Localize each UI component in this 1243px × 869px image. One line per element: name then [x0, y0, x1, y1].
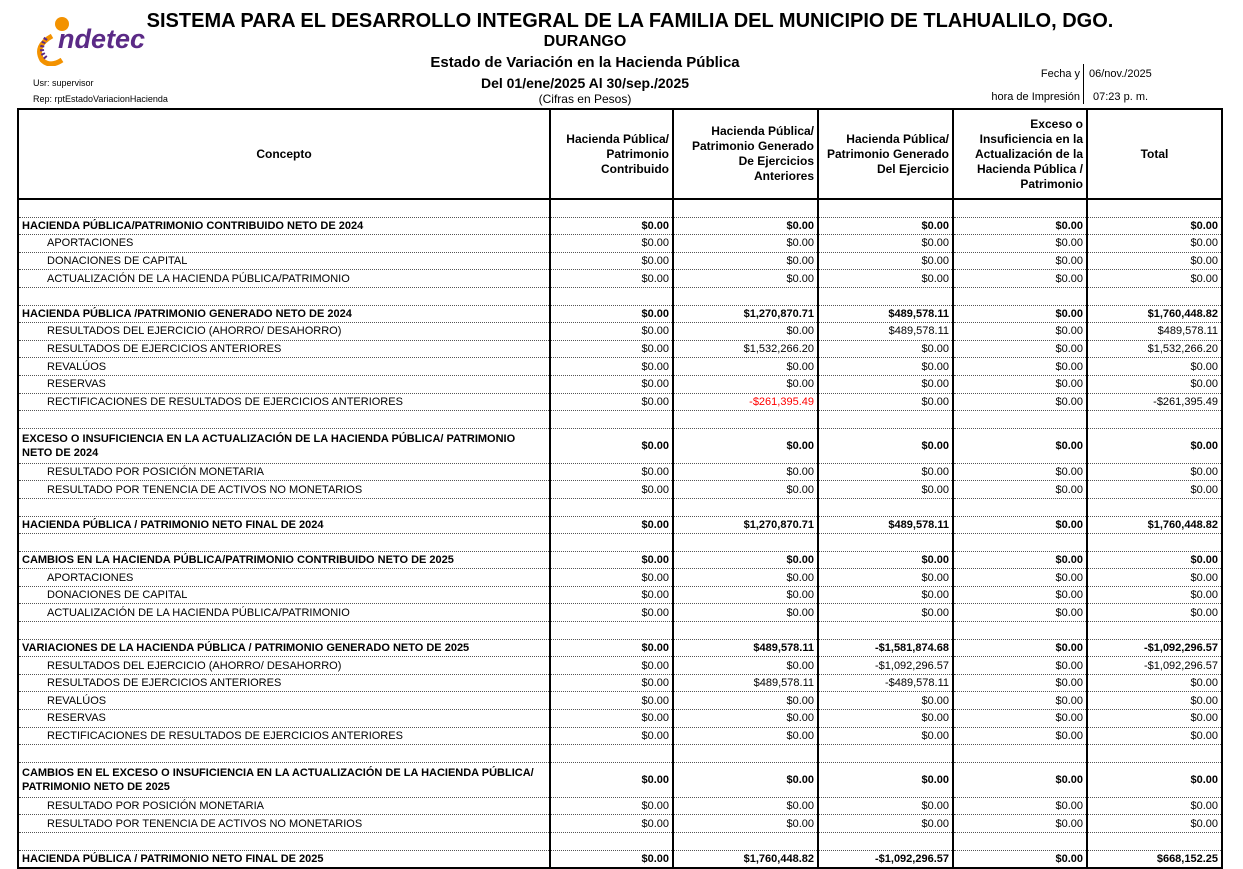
amount-cell: [953, 498, 1087, 516]
amount-cell: -$261,395.49: [673, 393, 818, 411]
section-total-row: [18, 639, 1222, 657]
amount-cell: [673, 622, 818, 640]
report-period: Del 01/ene/2025 Al 30/sep./2025: [480, 75, 690, 91]
user-label: Usr: supervisor: [33, 78, 94, 88]
table-row: [18, 340, 1222, 358]
amount-cell: -$489,578.11: [818, 674, 953, 692]
amount-cell: $0.00: [1087, 481, 1222, 499]
amount-cell: [953, 833, 1087, 851]
table-row: [18, 815, 1222, 833]
amount-cell: [818, 199, 953, 217]
amount-cell: $0.00: [550, 797, 673, 815]
column-header-ejercicios-anteriores: Hacienda Pública/ Patrimonio Generado De Ejercicios Anteriores: [673, 109, 818, 199]
print-time-label: hora de Impresión: [991, 91, 1080, 103]
spacer-row: [18, 534, 1222, 552]
spacer-row: [18, 287, 1222, 305]
amount-cell: $0.00: [1087, 674, 1222, 692]
table-row: [18, 270, 1222, 288]
concept-cell: [18, 622, 550, 640]
hacienda-variation-table: [17, 108, 1223, 869]
amount-cell: $0.00: [818, 270, 953, 288]
concept-cell: APORTACIONES: [18, 569, 550, 587]
amount-cell: $0.00: [818, 217, 953, 235]
section-total-row: [18, 850, 1222, 868]
table-row: [18, 481, 1222, 499]
amount-cell: $0.00: [550, 358, 673, 376]
amount-cell: $0.00: [673, 657, 818, 675]
amount-cell: $0.00: [673, 323, 818, 341]
concept-cell: [18, 534, 550, 552]
amount-cell: [953, 287, 1087, 305]
report-name: Estado de Variación en la Hacienda Pública: [430, 54, 740, 71]
amount-cell: $0.00: [673, 604, 818, 622]
concept-cell: RESULTADO POR POSICIÓN MONETARIA: [18, 797, 550, 815]
amount-cell: $0.00: [673, 586, 818, 604]
amount-cell: $0.00: [673, 569, 818, 587]
amount-cell: $0.00: [673, 762, 818, 797]
amount-cell: $0.00: [673, 481, 818, 499]
column-header-contribuido: Hacienda Pública/ Patrimonio Contribuido: [550, 109, 673, 199]
amount-cell: $0.00: [1087, 569, 1222, 587]
amount-cell: [953, 199, 1087, 217]
amount-cell: [673, 534, 818, 552]
amount-cell: $0.00: [673, 358, 818, 376]
amount-cell: $0.00: [673, 797, 818, 815]
amount-cell: $0.00: [550, 604, 673, 622]
column-header-total: Total: [1087, 109, 1222, 199]
amount-cell: $0.00: [953, 375, 1087, 393]
amount-cell: $0.00: [953, 569, 1087, 587]
amount-cell: [673, 745, 818, 763]
amount-cell: [818, 411, 953, 429]
concept-cell: [18, 745, 550, 763]
amount-cell: $0.00: [818, 393, 953, 411]
concept-cell: RESULTADOS DE EJERCICIOS ANTERIORES: [18, 340, 550, 358]
amount-cell: [818, 534, 953, 552]
amount-cell: $489,578.11: [673, 639, 818, 657]
amount-cell: $0.00: [953, 674, 1087, 692]
amount-cell: $0.00: [818, 235, 953, 253]
amount-cell: $0.00: [550, 551, 673, 569]
concept-cell: HACIENDA PÚBLICA / PATRIMONIO NETO FINAL DE 2024: [18, 516, 550, 534]
amount-cell: [953, 411, 1087, 429]
section-total-row: [18, 762, 1222, 797]
amount-cell: -$1,092,296.57: [1087, 639, 1222, 657]
table-row: [18, 358, 1222, 376]
amount-cell: $0.00: [1087, 710, 1222, 728]
column-header-exceso-insuficiencia: Exceso o Insuficiencia en la Actualización de la Hacienda Pública / Patrimonio: [953, 109, 1087, 199]
amount-cell: [550, 745, 673, 763]
amount-cell: [953, 745, 1087, 763]
amount-cell: $0.00: [673, 270, 818, 288]
amount-cell: $0.00: [550, 639, 673, 657]
amount-cell: $0.00: [673, 692, 818, 710]
concept-cell: RESULTADOS DEL EJERCICIO (AHORRO/ DESAHORRO): [18, 657, 550, 675]
amount-cell: $0.00: [953, 551, 1087, 569]
concept-cell: ACTUALIZACIÓN DE LA HACIENDA PÚBLICA/PATRIMONIO: [18, 604, 550, 622]
amount-cell: [1087, 411, 1222, 429]
amount-cell: $1,760,448.82: [1087, 305, 1222, 323]
amount-cell: $0.00: [818, 428, 953, 463]
amount-cell: $0.00: [1087, 375, 1222, 393]
concept-cell: APORTACIONES: [18, 235, 550, 253]
column-header-concepto: Concepto: [18, 109, 550, 199]
table-row: [18, 797, 1222, 815]
amount-cell: $489,578.11: [818, 305, 953, 323]
amount-cell: [550, 534, 673, 552]
amount-cell: $0.00: [1087, 270, 1222, 288]
amount-cell: $0.00: [953, 270, 1087, 288]
amount-cell: $0.00: [953, 586, 1087, 604]
amount-cell: $0.00: [550, 463, 673, 481]
amount-cell: $489,578.11: [818, 516, 953, 534]
amount-cell: $0.00: [550, 674, 673, 692]
amount-cell: $0.00: [1087, 428, 1222, 463]
concept-cell: DONACIONES DE CAPITAL: [18, 252, 550, 270]
concept-cell: RESULTADOS DE EJERCICIOS ANTERIORES: [18, 674, 550, 692]
amount-cell: $1,532,266.20: [673, 340, 818, 358]
section-total-row: [18, 217, 1222, 235]
concept-cell: DONACIONES DE CAPITAL: [18, 586, 550, 604]
section-total-row: [18, 516, 1222, 534]
amount-cell: [1087, 287, 1222, 305]
amount-cell: $0.00: [1087, 358, 1222, 376]
amount-cell: [818, 498, 953, 516]
amount-cell: $0.00: [953, 323, 1087, 341]
amount-cell: $0.00: [673, 235, 818, 253]
table-row: [18, 463, 1222, 481]
amount-cell: $0.00: [818, 815, 953, 833]
amount-cell: [1087, 833, 1222, 851]
amount-cell: $1,532,266.20: [1087, 340, 1222, 358]
amount-cell: $1,760,448.82: [1087, 516, 1222, 534]
amount-cell: $0.00: [953, 692, 1087, 710]
amount-cell: $0.00: [550, 850, 673, 868]
amount-cell: $0.00: [953, 252, 1087, 270]
amount-cell: $0.00: [550, 481, 673, 499]
amount-cell: -$1,092,296.57: [818, 850, 953, 868]
amount-cell: $0.00: [953, 463, 1087, 481]
table-row: [18, 323, 1222, 341]
concept-cell: RESERVAS: [18, 710, 550, 728]
amount-cell: [1087, 498, 1222, 516]
report-id-label: Rep: rptEstadoVariacionHacienda: [33, 94, 168, 104]
amount-cell: $0.00: [673, 463, 818, 481]
amount-cell: [550, 498, 673, 516]
spacer-row: [18, 833, 1222, 851]
amount-cell: $0.00: [818, 340, 953, 358]
concept-cell: [18, 287, 550, 305]
amount-cell: $0.00: [953, 358, 1087, 376]
amount-cell: $0.00: [818, 710, 953, 728]
print-date-value: 06/nov./2025: [1089, 68, 1152, 80]
amount-cell: $0.00: [953, 710, 1087, 728]
report-units: (Cifras en Pesos): [538, 92, 632, 106]
amount-cell: $0.00: [818, 375, 953, 393]
amount-cell: $0.00: [818, 252, 953, 270]
table-row: [18, 604, 1222, 622]
amount-cell: $0.00: [953, 797, 1087, 815]
amount-cell: $0.00: [1087, 551, 1222, 569]
spacer-row: [18, 498, 1222, 516]
amount-cell: $0.00: [550, 657, 673, 675]
amount-cell: $0.00: [673, 815, 818, 833]
amount-cell: $0.00: [818, 604, 953, 622]
amount-cell: $1,760,448.82: [673, 850, 818, 868]
section-total-row: [18, 305, 1222, 323]
amount-cell: $0.00: [953, 481, 1087, 499]
amount-cell: $0.00: [550, 710, 673, 728]
table-row: [18, 586, 1222, 604]
amount-cell: $1,270,870.71: [673, 516, 818, 534]
amount-cell: $0.00: [818, 762, 953, 797]
amount-cell: $0.00: [1087, 604, 1222, 622]
amount-cell: $0.00: [953, 516, 1087, 534]
amount-cell: [673, 287, 818, 305]
state-subtitle: DURANGO: [543, 33, 627, 50]
amount-cell: [673, 411, 818, 429]
amount-cell: $0.00: [550, 762, 673, 797]
concept-cell: HACIENDA PÚBLICA/PATRIMONIO CONTRIBUIDO NETO DE 2024: [18, 217, 550, 235]
amount-cell: $0.00: [953, 393, 1087, 411]
amount-cell: $0.00: [550, 270, 673, 288]
amount-cell: [1087, 622, 1222, 640]
amount-cell: $0.00: [953, 639, 1087, 657]
amount-cell: $0.00: [1087, 586, 1222, 604]
amount-cell: $0.00: [1087, 797, 1222, 815]
concept-cell: REVALÚOS: [18, 358, 550, 376]
amount-cell: $0.00: [953, 762, 1087, 797]
amount-cell: $489,578.11: [1087, 323, 1222, 341]
table-header-row: [18, 109, 1222, 199]
table-row: [18, 674, 1222, 692]
amount-cell: [953, 534, 1087, 552]
amount-cell: [673, 833, 818, 851]
amount-cell: $0.00: [550, 252, 673, 270]
amount-cell: [818, 833, 953, 851]
amount-cell: $0.00: [1087, 217, 1222, 235]
amount-cell: $0.00: [673, 217, 818, 235]
section-total-row: [18, 551, 1222, 569]
amount-cell: $0.00: [953, 235, 1087, 253]
amount-cell: $0.00: [673, 551, 818, 569]
table-row: [18, 235, 1222, 253]
table-row: [18, 657, 1222, 675]
amount-cell: [818, 745, 953, 763]
table-row: [18, 710, 1222, 728]
amount-cell: [673, 199, 818, 217]
concept-cell: [18, 199, 550, 217]
amount-cell: [1087, 534, 1222, 552]
amount-cell: $0.00: [1087, 762, 1222, 797]
concept-cell: HACIENDA PÚBLICA / PATRIMONIO NETO FINAL DE 2025: [18, 850, 550, 868]
concept-cell: RESULTADOS DEL EJERCICIO (AHORRO/ DESAHORRO): [18, 323, 550, 341]
amount-cell: $0.00: [953, 657, 1087, 675]
amount-cell: $0.00: [1087, 235, 1222, 253]
amount-cell: $0.00: [550, 516, 673, 534]
concept-cell: RESULTADO POR TENENCIA DE ACTIVOS NO MONETARIOS: [18, 815, 550, 833]
table-row: [18, 393, 1222, 411]
amount-cell: $0.00: [1087, 252, 1222, 270]
concept-cell: RECTIFICACIONES DE RESULTADOS DE EJERCICIOS ANTERIORES: [18, 727, 550, 745]
amount-cell: $0.00: [953, 604, 1087, 622]
amount-cell: $0.00: [550, 727, 673, 745]
concept-cell: VARIACIONES DE LA HACIENDA PÚBLICA / PATRIMONIO GENERADO NETO DE 2025: [18, 639, 550, 657]
table-row: [18, 727, 1222, 745]
amount-cell: $0.00: [673, 252, 818, 270]
amount-cell: $0.00: [953, 340, 1087, 358]
amount-cell: $0.00: [550, 323, 673, 341]
spacer-row: [18, 622, 1222, 640]
amount-cell: [1087, 199, 1222, 217]
amount-cell: $0.00: [673, 428, 818, 463]
table-row: [18, 252, 1222, 270]
amount-cell: [550, 622, 673, 640]
concept-cell: RECTIFICACIONES DE RESULTADOS DE EJERCICIOS ANTERIORES: [18, 393, 550, 411]
amount-cell: $0.00: [953, 428, 1087, 463]
amount-cell: -$261,395.49: [1087, 393, 1222, 411]
amount-cell: $0.00: [550, 815, 673, 833]
amount-cell: $0.00: [673, 727, 818, 745]
amount-cell: $0.00: [818, 569, 953, 587]
amount-cell: [550, 411, 673, 429]
concept-cell: RESULTADO POR TENENCIA DE ACTIVOS NO MONETARIOS: [18, 481, 550, 499]
svg-text:ndetec: ndetec: [58, 24, 146, 54]
concept-cell: [18, 498, 550, 516]
amount-cell: $0.00: [550, 375, 673, 393]
amount-cell: $489,578.11: [818, 323, 953, 341]
amount-cell: $0.00: [1087, 727, 1222, 745]
amount-cell: $0.00: [550, 305, 673, 323]
amount-cell: [818, 287, 953, 305]
amount-cell: $0.00: [818, 551, 953, 569]
amount-cell: $668,152.25: [1087, 850, 1222, 868]
concept-cell: CAMBIOS EN EL EXCESO O INSUFICIENCIA EN LA ACTUALIZACIÓN DE LA HACIENDA PÚBLICA/ PATRIMONIO NETO DE 2025: [18, 762, 550, 797]
print-date-label: Fecha y: [1040, 68, 1080, 80]
print-time-value: 07:23 p. m.: [1093, 91, 1149, 103]
amount-cell: -$1,092,296.57: [1087, 657, 1222, 675]
amount-cell: $0.00: [550, 428, 673, 463]
column-header-del-ejercicio: Hacienda Pública/ Patrimonio Generado Del Ejercicio: [818, 109, 953, 199]
concept-cell: REVALÚOS: [18, 692, 550, 710]
amount-cell: $0.00: [818, 586, 953, 604]
concept-cell: EXCESO O INSUFICIENCIA EN LA ACTUALIZACIÓN DE LA HACIENDA PÚBLICA/ PATRIMONIO NETO DE 2024: [18, 428, 550, 463]
amount-cell: $0.00: [550, 393, 673, 411]
amount-cell: $0.00: [818, 481, 953, 499]
spacer-row: [18, 745, 1222, 763]
concept-cell: RESULTADO POR POSICIÓN MONETARIA: [18, 463, 550, 481]
amount-cell: $0.00: [953, 815, 1087, 833]
table-row: [18, 375, 1222, 393]
concept-cell: RESERVAS: [18, 375, 550, 393]
concept-cell: [18, 411, 550, 429]
amount-cell: [818, 622, 953, 640]
amount-cell: $0.00: [1087, 463, 1222, 481]
concept-cell: [18, 833, 550, 851]
amount-cell: [1087, 745, 1222, 763]
amount-cell: $0.00: [550, 217, 673, 235]
amount-cell: $1,270,870.71: [673, 305, 818, 323]
amount-cell: $0.00: [953, 217, 1087, 235]
amount-cell: [953, 622, 1087, 640]
amount-cell: -$1,581,874.68: [818, 639, 953, 657]
amount-cell: $0.00: [550, 340, 673, 358]
amount-cell: $0.00: [1087, 815, 1222, 833]
section-total-row: [18, 428, 1222, 463]
amount-cell: $0.00: [1087, 692, 1222, 710]
amount-cell: $0.00: [550, 586, 673, 604]
amount-cell: $0.00: [673, 375, 818, 393]
amount-cell: $0.00: [818, 463, 953, 481]
amount-cell: [673, 498, 818, 516]
amount-cell: [550, 287, 673, 305]
table-row: [18, 692, 1222, 710]
amount-cell: $0.00: [550, 569, 673, 587]
amount-cell: $0.00: [818, 692, 953, 710]
concept-cell: HACIENDA PÚBLICA /PATRIMONIO GENERADO NETO DE 2024: [18, 305, 550, 323]
amount-cell: [550, 833, 673, 851]
table-row: [18, 569, 1222, 587]
concept-cell: ACTUALIZACIÓN DE LA HACIENDA PÚBLICA/PATRIMONIO: [18, 270, 550, 288]
amount-cell: $0.00: [953, 850, 1087, 868]
amount-cell: $0.00: [673, 710, 818, 728]
amount-cell: $0.00: [818, 797, 953, 815]
concept-cell: CAMBIOS EN LA HACIENDA PÚBLICA/PATRIMONIO CONTRIBUIDO NETO DE 2025: [18, 551, 550, 569]
amount-cell: $0.00: [550, 692, 673, 710]
amount-cell: $0.00: [953, 727, 1087, 745]
spacer-row: [18, 199, 1222, 217]
amount-cell: $0.00: [818, 727, 953, 745]
organization-title: SISTEMA PARA EL DESARROLLO INTEGRAL DE LA FAMILIA DEL MUNICIPIO DE TLAHUALILO, DGO.: [146, 10, 1114, 32]
amount-cell: $0.00: [550, 235, 673, 253]
print-info-divider: [1083, 64, 1084, 104]
spacer-row: [18, 411, 1222, 429]
amount-cell: $0.00: [953, 305, 1087, 323]
amount-cell: $489,578.11: [673, 674, 818, 692]
amount-cell: [550, 199, 673, 217]
amount-cell: -$1,092,296.57: [818, 657, 953, 675]
amount-cell: $0.00: [818, 358, 953, 376]
